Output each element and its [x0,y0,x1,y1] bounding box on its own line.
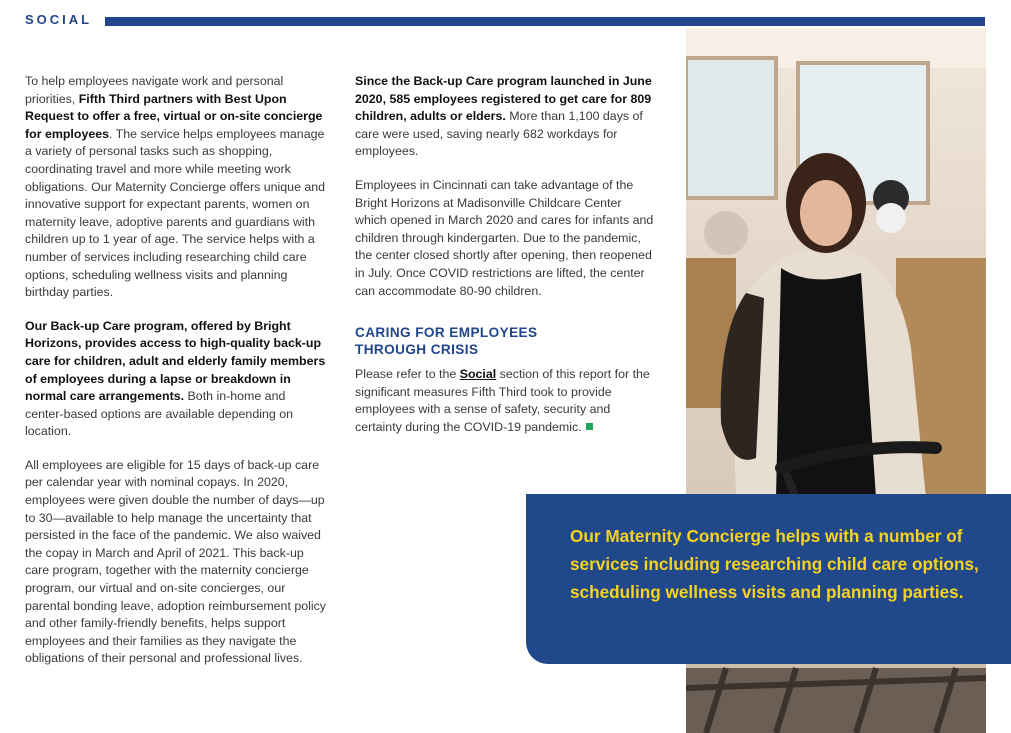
backup-stats-highlight: Since the Back-up Care program launched in June 2020, 585 employees registered to get care for 809 children, adults or elders. [355,74,652,124]
crisis-subheading [355,324,655,358]
callout-box [526,494,1011,664]
concierge-paragraph [25,73,327,302]
crisis-text-end: section of this report for the significant measures Fifth Third took to provide employees with a sense of safety, security and certainty during the COVID-19 pandemic. [355,367,650,434]
crisis-text-start: Please refer to the [355,367,460,382]
crisis-subheading-line1: CARING FOR EMPLOYEES [355,325,538,341]
callout-text: Our Maternity Concierge helps with a number of services including researching child care options, scheduling wellness visits and planning parties. [570,526,979,602]
backup-stats-paragraph [355,73,655,161]
backup-stats-body-text: More than 1,100 days of care were used, saving nearly 682 workdays for employees. [355,109,643,159]
crisis-paragraph [355,366,655,436]
social-section-link[interactable]: Social [459,367,497,382]
concierge-intro-text: To help employees navigate work and personal priorities, [25,74,284,106]
middle-column [355,73,655,453]
concierge-body-text: . The service helps employees manage a variety of personal tasks such as shopping, coordinating travel and more while meeting work obligations. Our Maternity Concierge offers unique and innovative support for expectant parents, women on maternity leave, adoptive parents and guardians with children up to 1 year of age. The service helps with a number of services including researching child care options, scheduling wellness visits and planning birthday parties. [25,126,326,300]
end-mark-icon [586,423,593,430]
backup-care-paragraph [25,318,327,441]
eligibility-paragraph: All employees are eligible for 15 days of back-up care per calendar year with nominal copays. In 2020, employees were given double the number of days—up to 30—available to help manage the uncertainty that persisted in the face of the pandemic. We also waived the copay in March and April of 2021. This back-up care program, together with the maternity concierge program, our virtual and on-site concierges, our parental bonding leave, adoption reimbursement policy and other family-friendly benefits, helps support employees and their families as they navigate the obligations of their personal and professional lives. [25,457,327,666]
section-label: SOCIAL [25,12,93,27]
backup-care-body-text: Both in-home and center-based options are available depending on location. [25,389,293,439]
section-rule [105,17,985,26]
left-column [25,73,327,684]
backup-care-highlight: Our Back-up Care program, offered by Bright Horizons, provides access to high-quality back-up care for children, adult and elderly family members of employees during a lapse or breakdown in normal care arrangements. [25,318,326,404]
cincinnati-center-paragraph: Employees in Cincinnati can take advantage of the Bright Horizons at Madisonville Childcare Center which opened in March 2020 and cares for infants and children through kindergarten. Due to the pandemic, the center closed shortly after opening, then reopened in July. Once COVID restrictions are lifted, the center can accommodate 80-90 children. [355,177,654,298]
crisis-subheading-line2: THROUGH CRISIS [355,342,479,358]
concierge-highlight: Fifth Third partners with Best Upon Request to offer a free, virtual or on-site concierge for employees [25,91,323,141]
